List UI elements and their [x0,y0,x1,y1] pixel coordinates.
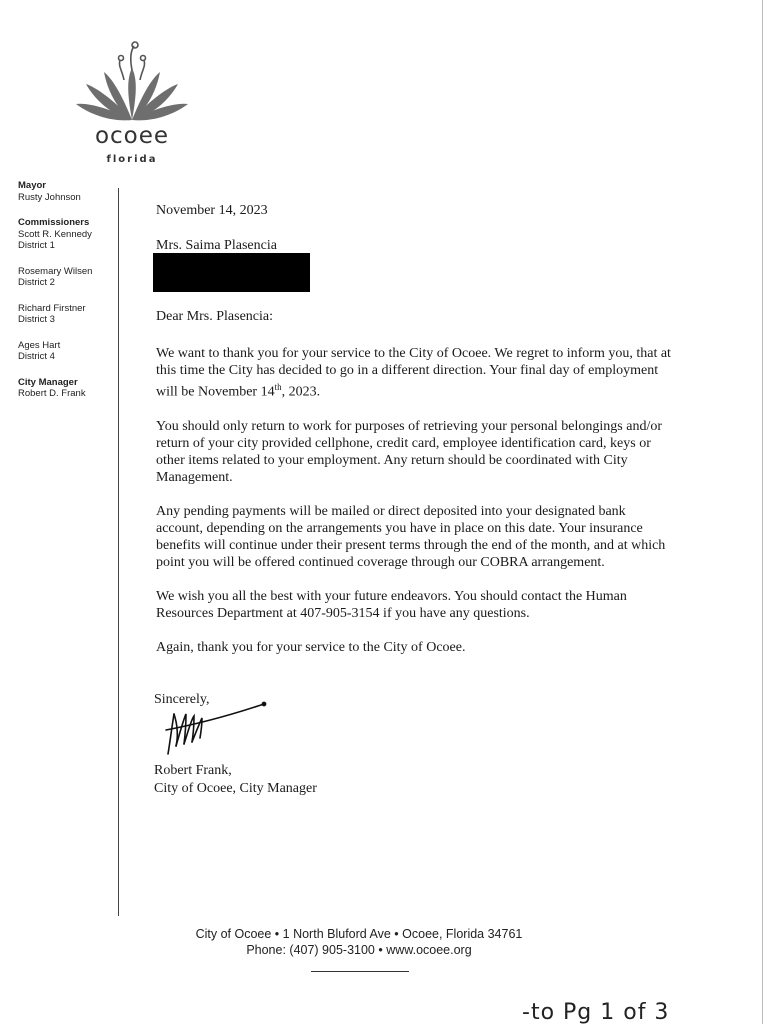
sidebar-group-mayor [18,180,128,203]
sidebar-group-commissioner-3 [18,303,128,326]
redacted-address [153,253,310,292]
sidebar-line: District 2 [18,277,55,288]
footer-address: City of Ocoee • 1 North Bluford Ave • Ocoee, Florida 34761 [195,927,523,941]
sidebar-line: District 3 [18,314,55,325]
signature-icon [158,696,268,758]
sidebar-group-commissioner-4 [18,340,128,363]
paragraph-return-property: You should only return to work for purposes of retrieving your personal belongings and/or return of your city provided cellphone, credit card, employee identification card, keys or other items related to your employment. Any return should be coordinated with City Management. [156,418,663,485]
letter-date: November 14, 2023 [156,203,268,218]
sidebar-line: District 4 [18,351,55,362]
signer-title: City of Ocoee, City Manager [154,781,317,796]
sidebar-line: Rusty Johnson [18,191,81,203]
paragraph-thanks: Again, thank you for your service to the City of Ocoee. [156,639,466,655]
sidebar-group-city-manager [18,377,128,400]
sidebar-line: Ages Hart [18,339,61,351]
sidebar-group-commissioner-2 [18,266,128,289]
footer-contact: Phone: (407) 905-3100 • www.ocoee.org [246,943,472,957]
footer-rule [311,971,409,972]
sidebar-heading: Commissioners [18,217,90,228]
letterhead-footer [0,926,718,958]
sidebar-line: Richard Firstner [18,302,86,314]
recipient-name: Mrs. Saima Plasencia [156,238,277,253]
paragraph-payments: Any pending payments will be mailed or direct deposited into your designated bank account, depending on the arrangements you have in place on this date. Your insurance benefits will continue under their present terms through the end of the month, and at which point you will be offered continued coverage through our COBRA arrangement. [156,503,666,570]
logo-wordmark: ocoee [94,123,170,149]
sidebar-heading: City Manager [18,376,78,388]
page-edge [762,0,763,1024]
letter-body [156,345,676,673]
sidebar-line: District 1 [18,240,55,251]
signer-block [154,762,317,798]
sidebar-group-commissioner-1 [18,217,128,252]
paragraph-termination: We want to thank you for your service to the City of Ocoee. We regret to inform you, that at this time the City has decided to go in a different direction. Your final day of employment will be November 14th, 2023. [156,346,671,400]
sidebar-line: Scott R. Kennedy [18,228,92,240]
handwritten-page-note: -to Pg 1 of 3 [522,1000,670,1025]
logo-subtitle: florida [106,154,158,165]
salutation: Dear Mrs. Plasencia: [156,309,274,324]
closing: Sincerely, [154,692,210,707]
lotus-icon [74,40,190,126]
city-logo [72,40,192,170]
signer-name: Robert Frank, [154,763,232,778]
sidebar-heading: Mayor [18,180,46,191]
sidebar-line: Rosemary Wilsen [18,265,93,277]
paragraph-contact: We wish you all the best with your future endeavors. You should contact the Human Resources Department at 407-905-3154 if you have any questions. [156,588,627,621]
officials-sidebar [18,180,128,414]
sidebar-divider [118,188,119,916]
sidebar-line: Robert D. Frank [18,388,86,399]
